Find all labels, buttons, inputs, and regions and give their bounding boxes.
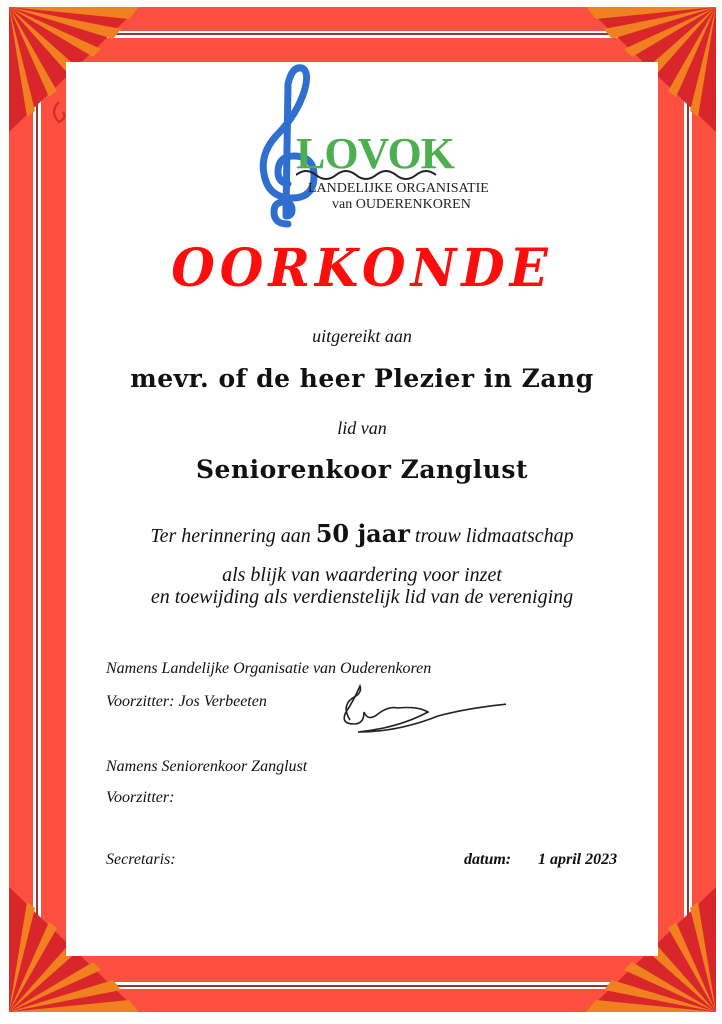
choir-chair-label: Voorzitter: bbox=[106, 789, 175, 806]
chair-signature bbox=[336, 684, 506, 734]
issued-to-label: uitgereikt aan bbox=[312, 326, 412, 346]
date-label: datum: bbox=[464, 851, 512, 868]
appreciation-line-1: als blijk van waardering voor inzet bbox=[222, 564, 502, 586]
border-left-inner bbox=[41, 38, 66, 982]
membership-years: 50 jaar bbox=[315, 519, 410, 548]
choir-name: Seniorenkoor Zanglust bbox=[195, 455, 528, 484]
org-chair-label: Voorzitter: Jos Verbeeten bbox=[106, 693, 267, 710]
lovok-logo bbox=[258, 64, 489, 229]
logo-line1: LANDELIJKE ORGANISATIE bbox=[308, 181, 489, 196]
border-left-line bbox=[36, 33, 38, 987]
date-value: 1 april 2023 bbox=[538, 851, 618, 868]
org-signature-label: Namens Landelijke Organisatie van Ouderenkoren bbox=[106, 660, 432, 677]
secretary-label: Secretaris: bbox=[106, 851, 176, 868]
recipient-name: mevr. of de heer Plezier in Zang bbox=[130, 364, 594, 393]
appreciation-line-2: en toewijding als verdienstelijk lid van de vereniging bbox=[150, 586, 574, 608]
certificate-body bbox=[66, 62, 658, 956]
logo-name: LOVOK bbox=[296, 129, 454, 178]
commemoration-line bbox=[66, 519, 658, 548]
border-right-line bbox=[687, 33, 689, 987]
choir-signature-label: Namens Seniorenkoor Zanglust bbox=[106, 758, 308, 775]
commemoration-prefix: Ter herinnering aan bbox=[150, 525, 311, 547]
border-right-inner bbox=[658, 38, 684, 982]
logo-wave-decoration bbox=[296, 167, 446, 181]
commemoration-suffix: trouw lidmaatschap bbox=[414, 525, 574, 547]
member-of-label: lid van bbox=[337, 418, 387, 438]
logo-line2: van OUDERENKOREN bbox=[332, 197, 471, 212]
certificate-title: OORKONDE bbox=[171, 236, 553, 299]
